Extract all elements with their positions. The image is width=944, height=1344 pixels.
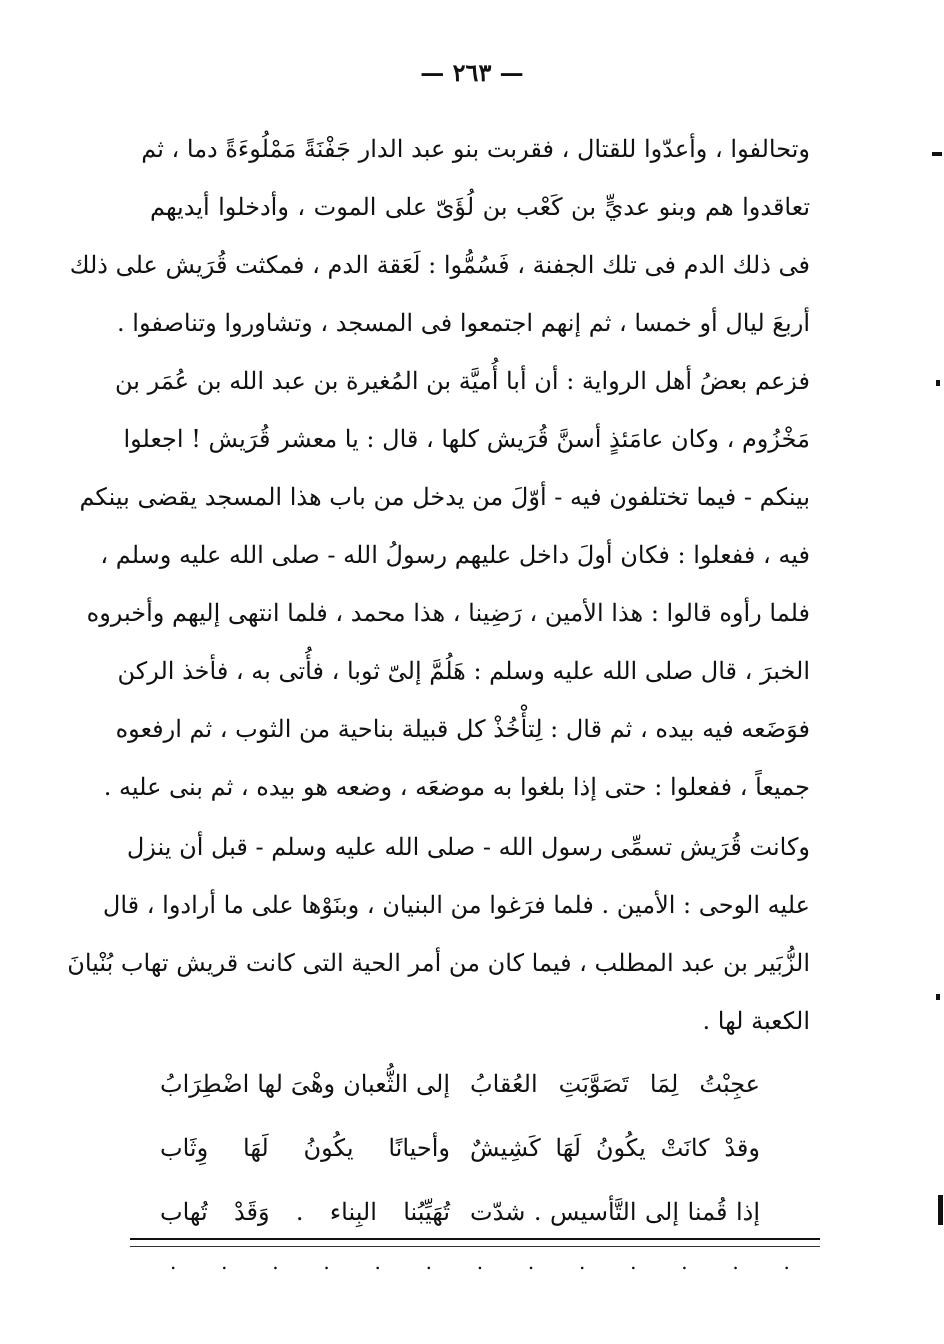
footer-dot: . — [374, 1250, 381, 1274]
poem-verse — [160, 1116, 760, 1180]
footer-dot: . — [425, 1250, 432, 1274]
poem-first-hemistich: إذا قُمنا إلى التَّأسيس . شدّت — [470, 1198, 760, 1226]
footer-rule-secondary — [130, 1246, 820, 1247]
footer-rule — [130, 1238, 820, 1240]
text-line: تعاقدوا هم وبنو عديٍّ بن كَعْب بن لُؤَىّ على الموت ، وأدخلوا أيديهم — [150, 193, 810, 221]
footer-dot: . — [272, 1250, 279, 1274]
footer-dot: . — [476, 1250, 484, 1274]
paragraph-2 — [79, 352, 810, 816]
text-line: أربعَ ليال أو خمسا ، ثم إنهم اجتمعوا فى المسجد ، وتشاوروا وتناصفوا . — [117, 309, 810, 337]
paragraph-3 — [67, 818, 810, 1050]
text-line: فلما رأوه قالوا : هذا الأمين ، رَضِينا ، هذا محمد ، فلما انتهى إليهم وأخبروه — [86, 599, 810, 627]
poem — [160, 1052, 760, 1244]
footer-dot: . — [630, 1250, 637, 1274]
text-line: جميعاً ، ففعلوا : حتى إذا بلغوا به موضعَه ، وضعه هو بيده ، ثم بنى عليه . — [103, 773, 810, 801]
text-line: عليه الوحى : الأمين . فلما فرَغوا من البنيان ، وبنَوْها على ما أرادوا ، قال — [102, 891, 810, 919]
margin-mark — [936, 994, 940, 1000]
text-line: مَخْزُوم ، وكان عامَئذٍ أسنَّ قُرَيش كلها ، قال : يا معشر قُرَيش ! اجعلوا — [123, 425, 810, 453]
footer-dot: . — [323, 1250, 330, 1274]
text-line: وكانت قُرَيش تسمِّى رسول الله - صلى الله عليه وسلم - قبل أن ينزل — [126, 833, 810, 861]
text-line: فزعم بعضُ أهل الرواية : أن أبا أُميَّة بن المُغيرة بن عبد الله بن عُمَر بن — [115, 367, 810, 395]
poem-first-hemistich: وقدْ كانَتْ يكُونُ لَهَا كَشِيشٌ — [470, 1134, 760, 1162]
poem-second-hemistich: وأحيانًا يكُونُ لَهَا وِثَاب — [160, 1134, 450, 1162]
footer-dot: . — [221, 1250, 228, 1274]
text-line: فيه ، ففعلوا : فكان أولَ داخل عليهم رسولُ الله - صلى الله عليه وسلم ، — [100, 541, 810, 569]
poem-second-hemistich: تُهَيِّبُنا البِناء . وَقَدْ تُهاب — [160, 1198, 450, 1226]
footer-dot: . — [681, 1250, 688, 1274]
poem-first-hemistich: عجِبْتُ لِمَا تَصَوَّبَتِ العُقابُ — [470, 1070, 760, 1098]
text-line: الخبرَ ، قال صلى الله عليه وسلم : هَلُمَّ إلىّ ثوبا ، فأُتى به ، فأخذ الركن — [117, 657, 810, 685]
margin-mark — [936, 380, 940, 386]
margin-mark — [938, 1195, 943, 1225]
footer-dot: . — [783, 1250, 790, 1274]
paragraph-1 — [69, 120, 810, 352]
poem-second-hemistich: إلى الثُّعبان وهْىَ لها اضْطِرَابُ — [160, 1070, 450, 1098]
footer-dot: . — [527, 1250, 535, 1274]
margin-mark — [932, 152, 942, 156]
footer-dot: . — [579, 1250, 586, 1274]
poem-verse — [160, 1180, 760, 1244]
footer-dot: . — [170, 1250, 177, 1274]
text-line: الكعبة لها . — [702, 1007, 810, 1035]
text-line: وتحالفوا ، وأعدّوا للقتال ، فقربت بنو عبد الدار جَفْنَةً مَمْلُوءَةً دما ، ثم — [141, 135, 810, 163]
poem-verse — [160, 1052, 760, 1116]
footer-dot: . — [732, 1250, 739, 1274]
page-number: — ٢٦٣ — — [420, 58, 524, 87]
text-line: الزُّبَير بن عبد المطلب ، فيما كان من أمر الحية التى كانت قريش تهاب بُنْيانَ — [67, 949, 810, 977]
text-line: فى ذلك الدم فى تلك الجفنة ، فَسُمُّوا : لَعَقة الدم ، فمكثت قُرَيش على ذلك — [69, 251, 810, 279]
text-line: بينكم - فيما تختلفون فيه - أوّلَ من يدخل من باب هذا المسجد يقضى بينكم — [79, 483, 810, 511]
footer-dots — [170, 1252, 790, 1272]
text-line: فوَضَعه فيه بيده ، ثم قال : لِتأْخُذْ كل قبيلة بناحية من الثوب ، ثم ارفعوه — [115, 715, 810, 743]
